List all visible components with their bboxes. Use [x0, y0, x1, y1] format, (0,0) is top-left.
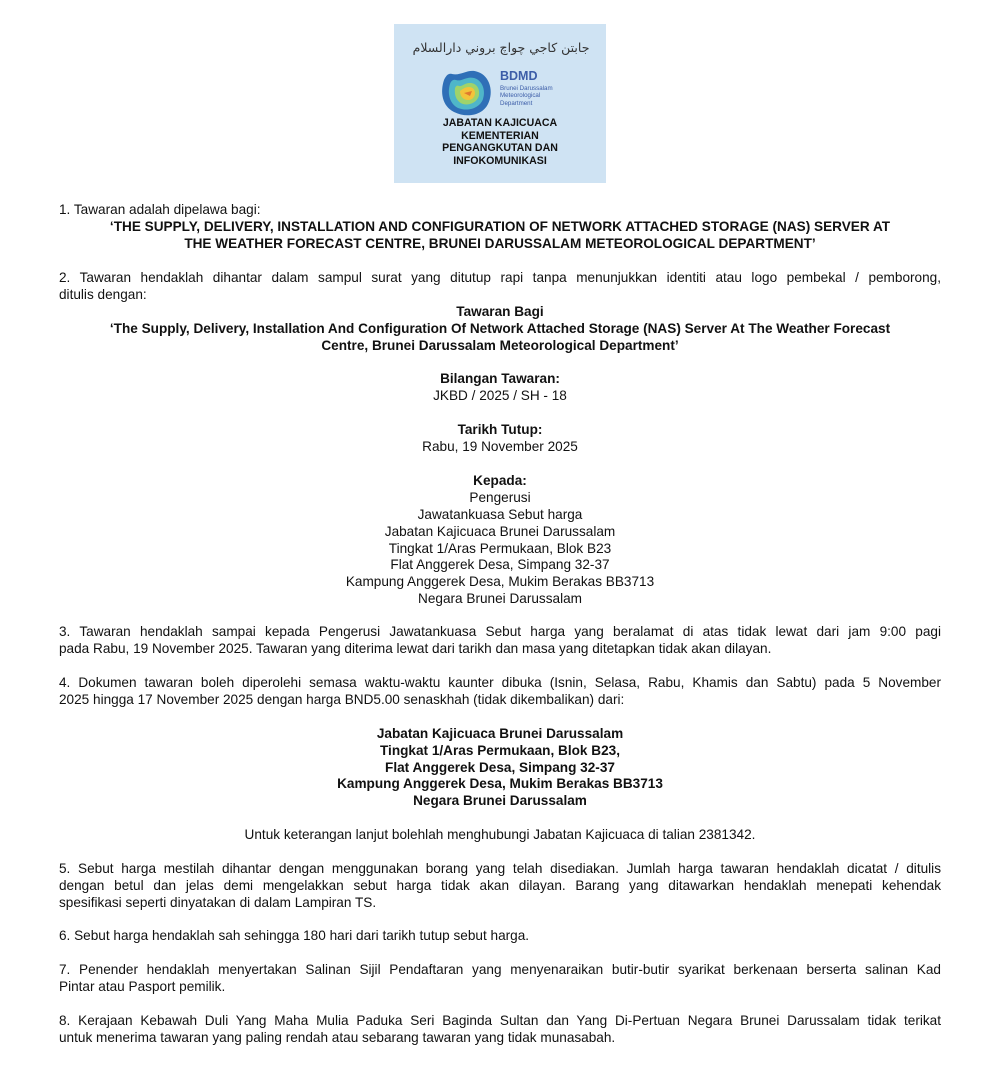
item-2-line: ditulis dengan: [59, 286, 147, 302]
tender-heading: Tawaran Bagi [456, 303, 544, 319]
item-5-line: spesifikasi seperti dinyatakan di dalam Lampiran TS. [59, 894, 377, 910]
item-3-line: pada Rabu, 19 November 2025. Tawaran yang diterima lewat dari tarikh dan masa yang ditetapkan tidak akan dilayan. [59, 640, 772, 656]
department-logo [394, 24, 606, 183]
item-7-line: Pintar atau Pasport pemilik. [59, 978, 226, 994]
item-1-title-line: ‘THE SUPPLY, DELIVERY, INSTALLATION AND CONFIGURATION OF NETWORK ATTACHED STORAGE (NAS) SERVER AT [109, 218, 891, 234]
logo-subtitle: Brunei Darussalam Meteorological Department [500, 85, 553, 107]
office-address-line: Flat Anggerek Desa, Simpang 32-37 [385, 759, 615, 775]
item-6 [59, 928, 941, 945]
tender-title-line: Centre, Brunei Darussalam Meteorological Department’ [321, 337, 679, 353]
logo-arabic-text: جابتن كاجي چواچ بروني دارالسلام [412, 40, 590, 55]
recipient-label: Kepada: [473, 472, 527, 488]
item-2-line: 2. Tawaran hendaklah dihantar dalam sampul surat yang ditutup rapi tanpa menunjukkan identiti atau logo pembekal / pemborong, [59, 270, 941, 285]
item-7 [59, 962, 941, 996]
tender-number-label: Bilangan Tawaran: [440, 371, 560, 387]
recipient-line: Jabatan Kajicuaca Brunei Darussalam [384, 523, 616, 539]
closing-date-value: Rabu, 19 November 2025 [422, 439, 578, 455]
item-1-intro: 1. Tawaran adalah dipelawa bagi: [59, 202, 261, 217]
tender-title-line: ‘The Supply, Delivery, Installation And Configuration Of Network Attached Storage (NAS) Server At The Weather Forecast [109, 320, 891, 336]
closing-date-label: Tarikh Tutup: [457, 422, 543, 438]
item-8 [59, 1013, 941, 1047]
item-4-line: 4. Dokumen tawaran boleh diperolehi semasa waktu-waktu kaunter dibuka (Isnin, Selasa, Rabu, Khamis dan Sabtu) pada 5 November [59, 675, 941, 690]
recipient-line: Flat Anggerek Desa, Simpang 32-37 [390, 557, 610, 573]
item-7-line: 7. Penender hendaklah menyertakan Salinan Sijil Pendaftaran yang menyenaraikan butir-butir syarikat berkenaan berserta salinan Kad [59, 962, 941, 977]
logo-department-name: JABATAN KAJICUACA KEMENTERIAN PENGANGKUTAN DAN INFOKOMUNIKASI [442, 117, 558, 167]
logo-abbreviation: BDMD [500, 69, 538, 83]
item-2 [59, 270, 941, 608]
item-8-line: 8. Kerajaan Kebawah Duli Yang Maha Mulia Paduka Seri Baginda Sultan dan Yang Di-Pertuan Negara Brunei Darussalam tidak terikat [59, 1013, 941, 1028]
recipient-line: Kampung Anggerek Desa, Mukim Berakas BB3713 [345, 574, 655, 590]
item-1 [59, 202, 941, 253]
recipient-line: Negara Brunei Darussalam [418, 591, 582, 607]
item-5-line: 5. Sebut harga mestilah dihantar dengan menggunakan borang yang telah disediakan. Jumlah harga tawaran hendaklah dicatat / ditulis [59, 861, 941, 876]
office-address-line: Kampung Anggerek Desa, Mukim Berakas BB3713 [337, 776, 663, 792]
weather-map-icon [438, 66, 494, 118]
item-4 [59, 675, 941, 844]
item-3 [59, 624, 941, 658]
item-4-line: 2025 hingga 17 November 2025 dengan harga BND5.00 senaskhah (tidak dikembalikan) dari: [59, 691, 625, 707]
item-1-title-line: THE WEATHER FORECAST CENTRE, BRUNEI DARUSSALAM METEOROLOGICAL DEPARTMENT’ [184, 235, 816, 251]
item-8-line: untuk menerima tawaran yang paling rendah atau sebarang tawaran yang tidak munasabah. [59, 1029, 616, 1045]
tender-number-value: JKBD / 2025 / SH - 18 [433, 388, 567, 404]
item-5 [59, 861, 941, 912]
recipient-line: Pengerusi [469, 489, 531, 505]
item-6-text: 6. Sebut harga hendaklah sah sehingga 180 hari dari tarikh tutup sebut harga. [59, 928, 530, 943]
recipient-line: Jawatankuasa Sebut harga [417, 506, 583, 522]
item-5-line: dengan betul dan jelas demi mengelakkan sebut harga tidak akan dilayan. Barang yang ditawarkan hendaklah menepati kehendak [59, 877, 941, 893]
contact-info: Untuk keterangan lanjut bolehlah menghubungi Jabatan Kajicuaca di talian 2381342. [244, 827, 756, 843]
recipient-line: Tingkat 1/Aras Permukaan, Blok B23 [388, 540, 612, 556]
office-address-line: Jabatan Kajicuaca Brunei Darussalam [376, 725, 624, 741]
item-3-line: 3. Tawaran hendaklah sampai kepada Pengerusi Jawatankuasa Sebut harga yang beralamat di atas tidak lewat dari jam 9:00 pagi [59, 624, 941, 639]
office-address-line: Negara Brunei Darussalam [413, 793, 587, 809]
office-address-line: Tingkat 1/Aras Permukaan, Blok B23, [379, 742, 620, 758]
